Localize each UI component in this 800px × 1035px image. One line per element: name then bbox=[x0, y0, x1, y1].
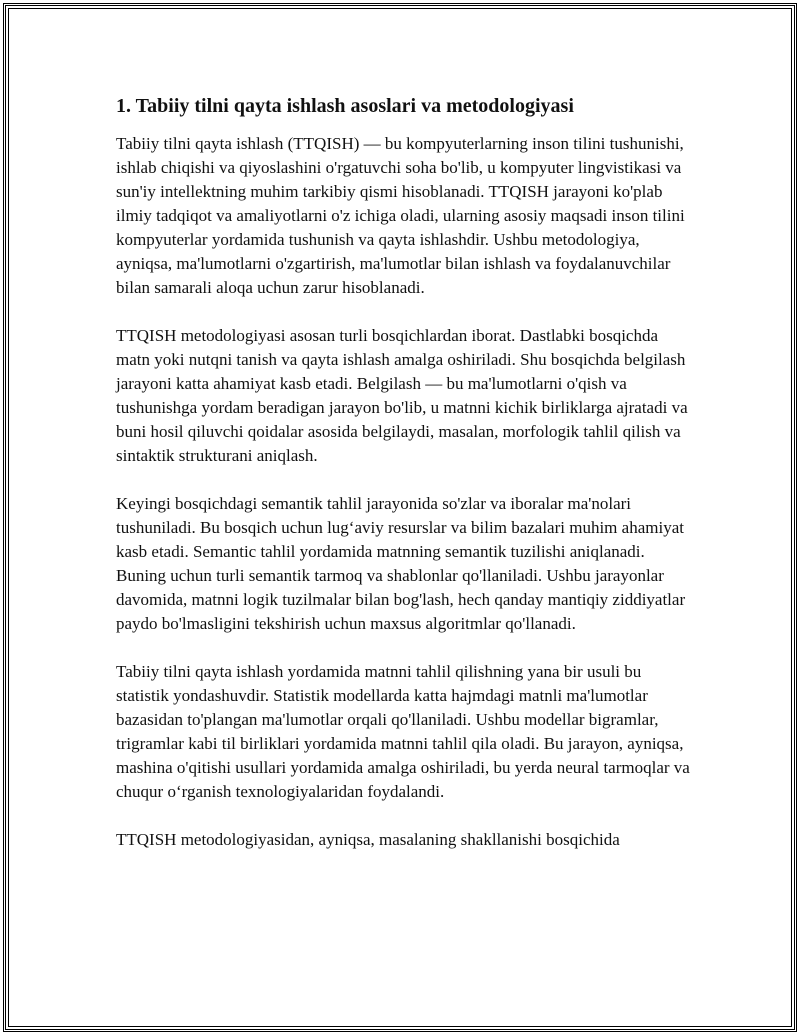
section-heading: 1. Tabiiy tilni qayta ishlash asoslari va metodologiyasi bbox=[116, 95, 574, 117]
paragraph-1: Tabiiy tilni qayta ishlash (TTQISH) — bu kompyuterlarning inson tilini tushunishi, ishlab chiqishi va qiyoslashini o'rgatuvchi soha bo'lib, u kompyuter lingvistikasi va sun'iy intellektning muhim tarkibiy qismi hisoblanadi. TTQISH jarayoni ko'plab ilmiy tadqiqot va amaliyotlarni o'z ichiga oladi, ularning asosiy maqsadi inson tilini kompyuterlar yordamida tushunish va qayta ishlashdir. Ushbu metodologiya, ayniqsa, ma'lumotlarni o'zgartirish, ma'lumotlar bilan ishlash va foydalanuvchilar bilan samarali aloqa uchun zarur hisoblanadi. bbox=[116, 134, 685, 297]
document-body bbox=[116, 93, 696, 876]
paragraph-3: Keyingi bosqichdagi semantik tahlil jarayonida so'zlar va iboralar ma'nolari tushuniladi. Bu bosqich uchun lug‘aviy resurslar va bilim bazalari muhim ahamiyat kasb etadi. Semantic tahlil yordamida matnning semantik tuzilishi aniqlanadi. Buning uchun turli semantik tarmoq va shablonlar qo'llaniladi. Ushbu jarayonlar davomida, matnni logik tuzilmalar bilan bog'lash, hech qanday mantiqiy ziddiyatlar paydo bo'lmasligini tekshirish uchun maxsus algoritmlar qo'llanadi. bbox=[116, 494, 686, 633]
paragraph-4: Tabiiy tilni qayta ishlash yordamida matnni tahlil qilishning yana bir usuli bu statistik yondashuvdir. Statistik modellarda katta hajmdagi matnli ma'lumotlar bazasidan to'plangan ma'lumotlar orqali qo'llaniladi. Ushbu modellar bigramlar, trigramlar kabi til birliklari yordamida matnni tahlil qila oladi. Bu jarayon, ayniqsa, mashina o'qitishi usullari yordamida amalga oshiriladi, bu yerda neural tarmoqlar va chuqur o‘rganish texnologiyalaridan foydalandi. bbox=[116, 662, 690, 801]
paragraph-5: TTQISH metodologiyasidan, ayniqsa, masalaning shakllanishi bosqichida bbox=[116, 830, 620, 849]
paragraph-2: TTQISH metodologiyasi asosan turli bosqichlardan iborat. Dastlabki bosqichda matn yoki nutqni tanish va qayta ishlash amalga oshiriladi. Shu bosqichda belgilash jarayoni katta ahamiyat kasb etadi. Belgilash — bu ma'lumotlarni o'qish va tushunishga yordam beradigan jarayon bo'lib, u matnni kichik birliklarga ajratadi va buni hosil qiluvchi qoidalar asosida belgilaydi, masalan, morfologik tahlil qilish va sintaktik strukturani aniqlash. bbox=[116, 326, 688, 465]
